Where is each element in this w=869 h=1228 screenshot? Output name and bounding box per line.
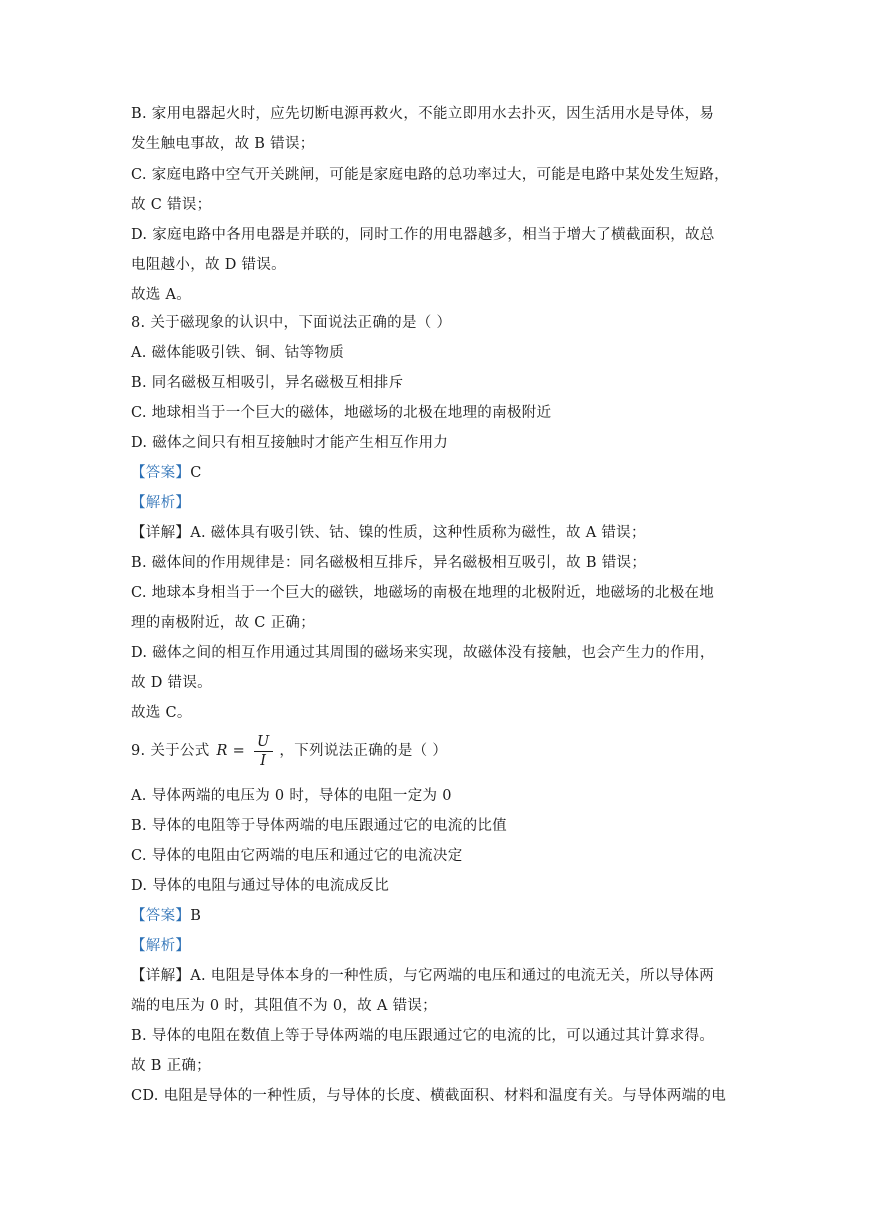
analysis-8-tag (131, 493, 190, 513)
answer-tag: 【答案】 (131, 908, 191, 924)
formula-lhs: R = (216, 743, 246, 759)
fraction-numerator: U (254, 733, 273, 752)
detail-tag: 【详解】 (131, 968, 191, 984)
analysis-9-tag (131, 936, 190, 956)
text-line: 故 B 正确； (131, 1058, 211, 1074)
text-line: 故 C 错误； (131, 197, 212, 213)
text-line: 故 D 错误。 (131, 675, 212, 691)
text-line: B. 磁体间的作用规律是：同名磁极相互排斥，异名磁极相互吸引，故 B 错误； (131, 555, 647, 571)
text-line: B. 家用电器起火时，应先切断电源再救火，不能立即用水去扑灭，因生活用水是导体，易 (131, 106, 715, 122)
detail-8-line (131, 523, 646, 543)
answer-9 (131, 906, 201, 926)
question-8: 8. 关于磁现象的认识中，下面说法正确的是（ ） (131, 315, 452, 331)
answer-8 (131, 463, 202, 483)
detail-text: A. 电阻是导体本身的一种性质，与它两端的电压和通过的电流无关，所以导体两 (190, 968, 714, 984)
question-9-prefix: 9. 关于公式 (131, 743, 210, 759)
fraction-denominator: I (260, 752, 267, 769)
question-9 (131, 732, 447, 770)
analysis-tag: 【解析】 (131, 495, 191, 511)
detail-tag: 【详解】 (131, 525, 191, 541)
text-line: 电阻越小，故 D 错误。 (131, 257, 286, 273)
answer-value: B (190, 908, 202, 924)
question-8-option-d: D. 磁体之间只有相互接触时才能产生相互作用力 (131, 435, 449, 451)
text-line: 理的南极附近，故 C 正确； (131, 615, 316, 631)
question-8-option-b: B. 同名磁极互相吸引，异名磁极互相排斥 (131, 375, 404, 391)
text-line: B. 导体的电阻在数值上等于导体两端的电压跟通过它的电流的比，可以通过其计算求得。 (131, 1028, 715, 1044)
text-line: D. 家庭电路中各用电器是并联的，同时工作的用电器越多，相当于增大了横截面积，故总 (131, 227, 715, 243)
question-9-suffix: ，下列说法正确的是（ ） (279, 743, 448, 759)
question-9-option-d: D. 导体的电阻与通过导体的电流成反比 (131, 878, 390, 894)
question-8-option-a: A. 磁体能吸引铁、铜、钴等物质 (131, 345, 344, 361)
text-line: D. 磁体之间的相互作用通过其周围的磁场来实现，故磁体没有接触，也会产生力的作用， (131, 645, 715, 661)
text-line: 故选 C。 (131, 705, 192, 721)
text-line: 端的电压为 0 时，其阻值不为 0，故 A 错误； (131, 998, 437, 1014)
detail-text: A. 磁体具有吸引铁、钴、镍的性质，这种性质称为磁性，故 A 错误； (190, 525, 646, 541)
question-9-option-a: A. 导体两端的电压为 0 时，导体的电阻一定为 0 (131, 788, 452, 804)
answer-tag: 【答案】 (131, 465, 191, 481)
question-9-option-c: C. 导体的电阻由它两端的电压和通过它的电流决定 (131, 848, 463, 864)
text-line: C. 家庭电路中空气开关跳闸，可能是家庭电路的总功率过大，可能是电路中某处发生短路， (131, 167, 729, 183)
question-9-option-b: B. 导体的电阻等于导体两端的电压跟通过它的电流的比值 (131, 818, 507, 834)
text-line: 故选 A。 (131, 287, 192, 303)
detail-9-line (131, 966, 714, 986)
fraction (254, 733, 273, 770)
answer-value: C (190, 465, 202, 481)
text-line: C. 地球本身相当于一个巨大的磁铁，地磁场的南极在地理的北极附近，地磁场的北极在地 (131, 585, 715, 601)
analysis-tag: 【解析】 (131, 938, 191, 954)
formula-r-equals-u-over-i (216, 732, 272, 770)
text-line: CD. 电阻是导体的一种性质，与导体的长度、横截面积、材料和温度有关。与导体两端的电 (131, 1088, 727, 1104)
question-8-option-c: C. 地球相当于一个巨大的磁体，地磁场的北极在地理的南极附近 (131, 405, 552, 421)
text-line: 发生触电事故，故 B 错误； (131, 136, 315, 152)
